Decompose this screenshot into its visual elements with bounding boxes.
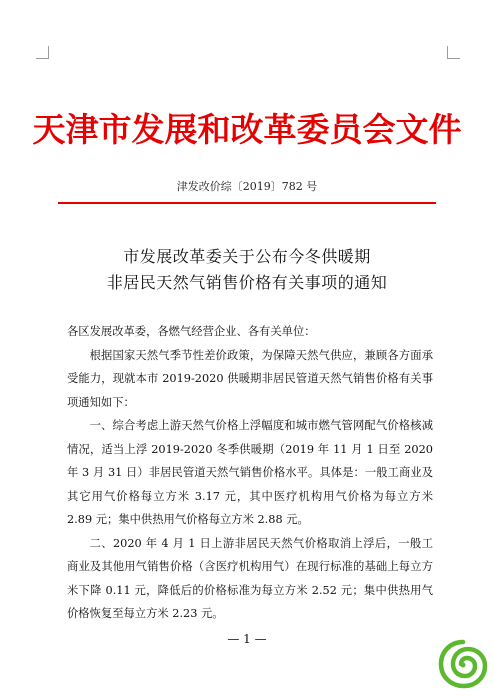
- paragraph-item-2: 二、2020 年 4 月 1 日上游非居民天然气价格取消上浮后，一般工商业及其他用气销售价格（含医疗机构用气）在现行标准的基础上每立方米下降 0.11 元，降低后的价格标准为每立方米 2.52 元；集中供热用气价格恢复至每立方米 2.23 元。: [67, 536, 433, 620]
- paragraph-item-1: 一、综合考虑上游天然气价格上浮幅度和城市燃气管网配气价格核减情况，适当上浮 2019-2020 冬季供暖期（2019 年 11 月 1 日至 2020 年 3 月 31 日）非居民管道天然气销售价格水平。具体是：一般工商业及其它用气价格每立方米 3.17 元，其中医疗机构用气价格为每立方米 2.89 元；集中供热用气价格每立方米 2.88 元。: [67, 419, 433, 526]
- green-swirl-logo-icon: [437, 638, 489, 690]
- document-number: 津发改价综〔2019〕782 号: [176, 180, 318, 193]
- notice-body: [67, 320, 433, 626]
- crop-mark-top-left: [36, 46, 49, 59]
- salutation: 各区发展改革委，各燃气经营企业、各有关单位：: [67, 325, 316, 338]
- notice-title-line-1: 市发展改革委关于公布今冬供暖期: [123, 247, 371, 266]
- page-number: — 1 —: [227, 632, 267, 646]
- red-divider-line: [58, 202, 436, 204]
- crop-mark-top-right: [447, 46, 460, 59]
- agency-header-title: 天津市发展和改革委员会文件: [32, 110, 462, 149]
- notice-title-line-2: 非居民天然气销售价格有关事项的通知: [106, 273, 388, 292]
- paragraph-intro: 根据国家天然气季节性差价政策，为保障天然气供应，兼顾各方面承受能力，现就本市 2019-2020 供暖期非居民管道天然气销售价格有关事项通知如下：: [67, 348, 433, 409]
